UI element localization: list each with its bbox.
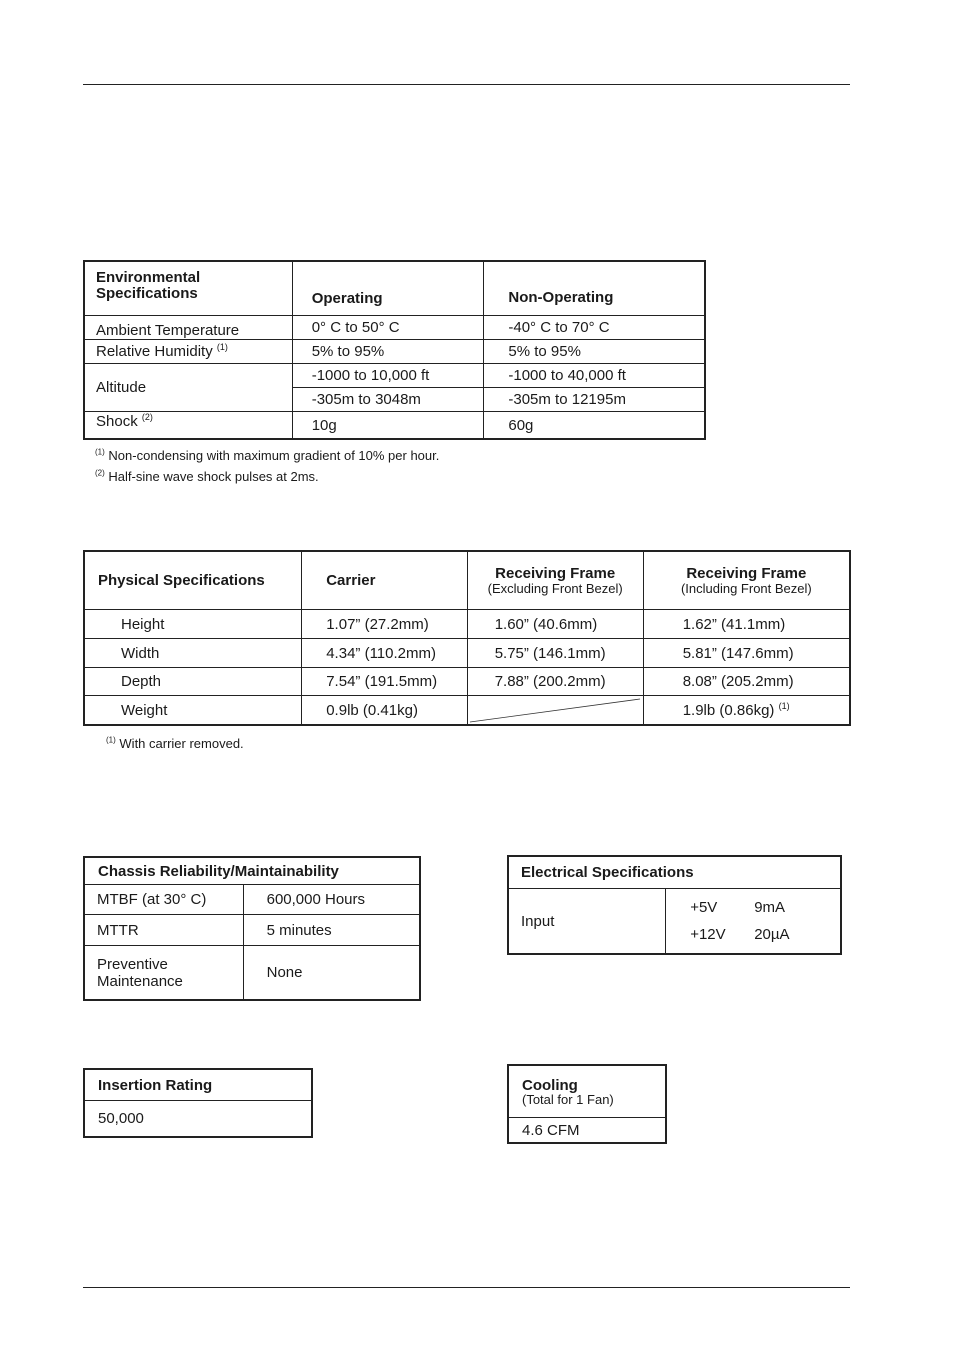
phys-header-title: Physical Specifications bbox=[85, 552, 302, 610]
env-ambient-label: Ambient Temperature bbox=[85, 316, 293, 340]
env-humidity-operating: 5% to 95% bbox=[292, 340, 484, 364]
env-header-title: Environmental Specifications bbox=[85, 262, 293, 316]
phys-height-frame-excl: 1.60” (40.6mm) bbox=[467, 610, 643, 639]
phys-depth-frame-excl: 7.88” (200.2mm) bbox=[467, 668, 643, 696]
phys-weight-footnote-marker: (1) bbox=[778, 700, 790, 711]
phys-header-frame-incl-sub: (Including Front Bezel) bbox=[680, 581, 812, 596]
env-shock-footnote-marker: (2) bbox=[141, 412, 153, 422]
env-footnote-1-marker: (1) bbox=[95, 447, 105, 457]
top-rule bbox=[83, 84, 850, 85]
cooling-table bbox=[508, 1065, 666, 1143]
env-footnote-2 bbox=[95, 469, 319, 484]
cooling-header bbox=[509, 1066, 666, 1118]
electrical-current-2: 20µA bbox=[754, 926, 790, 943]
electrical-input-label: Input bbox=[509, 889, 666, 954]
env-footnote-2-text: Half-sine wave shock pulses at 2ms. bbox=[108, 469, 319, 484]
phys-weight-frame-incl: 1.9lb (0.86kg) bbox=[682, 701, 775, 719]
env-humidity-footnote-marker: (1) bbox=[216, 342, 228, 352]
cooling-title: Cooling bbox=[522, 1076, 578, 1094]
env-shock-operating: 10g bbox=[292, 412, 484, 439]
phys-depth-carrier: 7.54” (191.5mm) bbox=[302, 668, 467, 696]
chassis-mttr-label: MTTR bbox=[85, 915, 244, 946]
phys-header-frame-incl bbox=[643, 552, 849, 610]
phys-header-frame-excl bbox=[467, 552, 643, 610]
phys-width-carrier: 4.34” (110.2mm) bbox=[302, 639, 467, 668]
env-ambient-non-operating: -40° C to 70° C bbox=[484, 316, 705, 340]
env-altitude-operating-ft: -1000 to 10,000 ft bbox=[292, 364, 484, 388]
phys-width-frame-excl: 5.75” (146.1mm) bbox=[467, 639, 643, 668]
electrical-voltage-1: +5V bbox=[690, 899, 718, 916]
electrical-input-values bbox=[666, 889, 841, 954]
env-humidity-cell bbox=[85, 340, 293, 364]
insertion-value: 50,000 bbox=[85, 1101, 312, 1137]
phys-height-label: Height bbox=[85, 610, 302, 639]
cooling-subtitle: (Total for 1 Fan) bbox=[522, 1091, 614, 1107]
phys-height-carrier: 1.07” (27.2mm) bbox=[302, 610, 467, 639]
env-humidity-non-operating: 5% to 95% bbox=[484, 340, 705, 364]
phys-footnote bbox=[106, 736, 244, 751]
env-altitude-non-operating-m: -305m to 12195m bbox=[484, 388, 705, 412]
env-altitude-non-operating-ft: -1000 to 40,000 ft bbox=[484, 364, 705, 388]
phys-weight-frame-excl-na bbox=[467, 696, 643, 725]
electrical-specifications-table bbox=[508, 856, 841, 954]
phys-footnote-text: With carrier removed. bbox=[119, 736, 244, 751]
phys-header-carrier: Carrier bbox=[302, 552, 467, 610]
bottom-rule bbox=[83, 1287, 850, 1288]
electrical-voltage-2: +12V bbox=[690, 926, 726, 943]
electrical-title: Electrical Specifications bbox=[509, 857, 841, 889]
phys-header-frame-excl-title: Receiving Frame bbox=[495, 565, 616, 582]
phys-depth-label: Depth bbox=[85, 668, 302, 696]
phys-height-frame-incl: 1.62” (41.1mm) bbox=[643, 610, 849, 639]
phys-header-frame-excl-sub: (Excluding Front Bezel) bbox=[487, 581, 623, 596]
chassis-mtbf-value: 600,000 Hours bbox=[243, 885, 419, 915]
env-footnote-2-marker: (2) bbox=[95, 468, 105, 478]
phys-footnote-marker: (1) bbox=[106, 735, 116, 745]
chassis-reliability-table bbox=[84, 857, 420, 1000]
physical-specifications-table bbox=[84, 551, 850, 725]
env-header-operating: Operating bbox=[292, 262, 484, 316]
insertion-rating-table bbox=[84, 1069, 312, 1137]
phys-weight-frame-incl-cell bbox=[643, 696, 849, 725]
env-humidity-label: Relative Humidity bbox=[96, 343, 213, 360]
chassis-pm-label-line1: Preventive bbox=[97, 955, 168, 973]
phys-weight-carrier: 0.9lb (0.41kg) bbox=[302, 696, 467, 725]
env-ambient-operating: 0° C to 50° C bbox=[292, 316, 484, 340]
phys-depth-frame-incl: 8.08” (205.2mm) bbox=[643, 668, 849, 696]
chassis-mttr-value: 5 minutes bbox=[243, 915, 419, 946]
chassis-mtbf-label: MTBF (at 30° C) bbox=[85, 885, 244, 915]
env-shock-cell bbox=[85, 412, 293, 439]
env-header-non-operating: Non-Operating bbox=[484, 262, 705, 316]
chassis-pm-label-line2: Maintenance bbox=[97, 972, 183, 990]
electrical-current-1: 9mA bbox=[754, 899, 786, 916]
env-altitude-label: Altitude bbox=[85, 364, 293, 412]
chassis-pm-label bbox=[85, 946, 244, 1000]
env-footnote-1 bbox=[95, 448, 439, 463]
chassis-pm-value: None bbox=[243, 946, 419, 1000]
chassis-title: Chassis Reliability/Maintainability bbox=[85, 858, 420, 885]
cooling-value: 4.6 CFM bbox=[509, 1118, 666, 1143]
phys-width-label: Width bbox=[85, 639, 302, 668]
env-altitude-operating-m: -305m to 3048m bbox=[292, 388, 484, 412]
env-footnote-1-text: Non-condensing with maximum gradient of 10% per hour. bbox=[108, 448, 440, 463]
not-applicable-slash bbox=[468, 696, 643, 724]
env-shock-label: Shock bbox=[96, 413, 138, 430]
env-shock-non-operating: 60g bbox=[484, 412, 705, 439]
insertion-title: Insertion Rating bbox=[85, 1070, 312, 1101]
phys-weight-label: Weight bbox=[85, 696, 302, 725]
environmental-specifications-table bbox=[84, 261, 705, 439]
phys-header-frame-incl-title: Receiving Frame bbox=[686, 565, 807, 582]
phys-width-frame-incl: 5.81” (147.6mm) bbox=[643, 639, 849, 668]
